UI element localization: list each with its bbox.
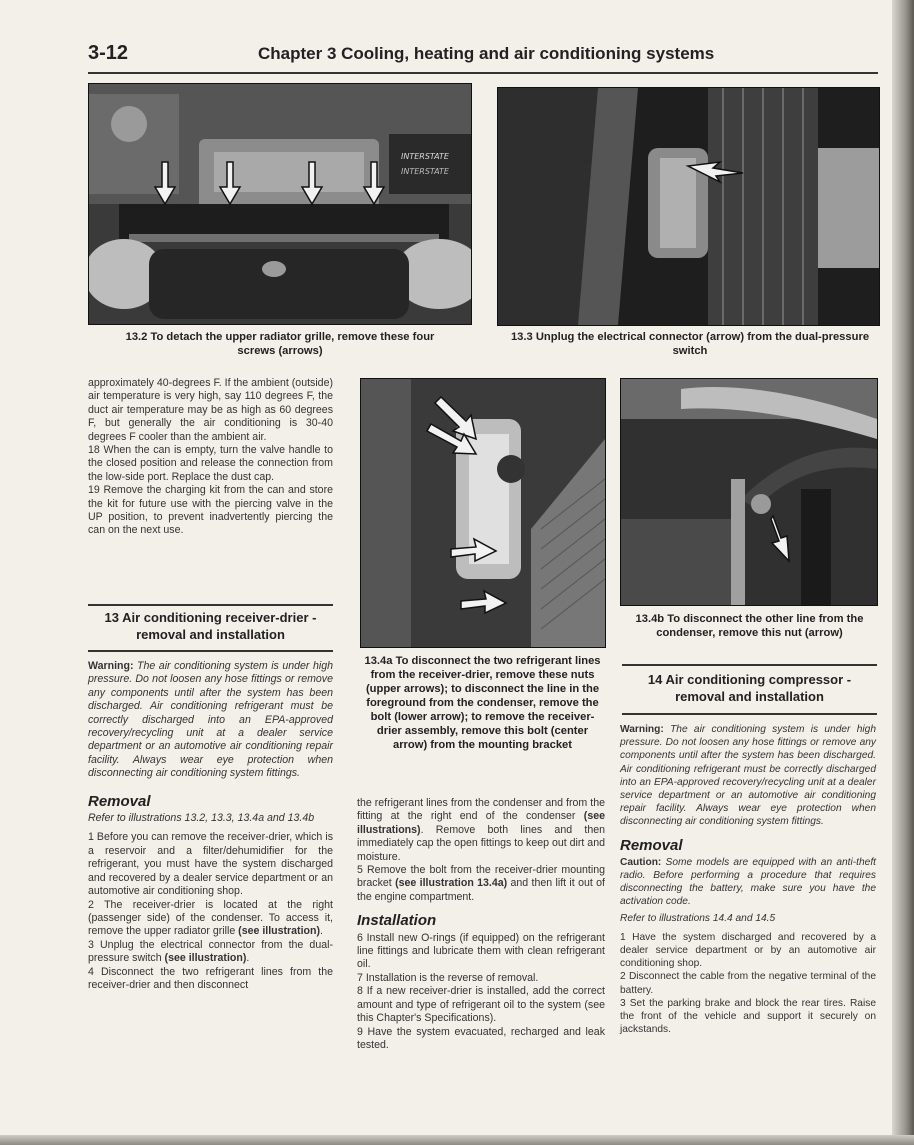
section-14-warning: Warning: The air conditioning system is under high pressure. Do not loosen any hose fittings or remove any components until after the system has been discharged. Air conditioning refrigerant must be correctly discharged into an EPA-approved recovery/recycling unit at a dealer service department or an automotive air conditioning repair facility. Always wear eye protection when disconnecting air conditioning system fittings.: [620, 724, 876, 828]
step-18: 18 When the can is empty, turn the valve handle to the closed position and release the connection from the low-side port. Replace the dust cap.: [88, 444, 333, 483]
step-19: 19 Remove the charging kit from the can and store the kit for future use with the piercing valve in the UP position, to prevent inadvertently piercing the can on the next use.: [88, 484, 333, 537]
section-13-title: 13 Air conditioning receiver-drier - removal and installation: [104, 610, 317, 642]
caution-note: Caution: Some models are equipped with an anti-theft radio. Before performing a procedure that requires disconnecting the battery, make sure you have the activation code.: [620, 856, 876, 908]
section-13-warning: [88, 660, 333, 781]
caption-13-2: 13.2 To detach the upper radiator grille, remove these four screws (arrows): [125, 331, 435, 357]
section-14-rule-top: [622, 664, 877, 666]
middle-continuation: the refrigerant lines from the condenser and from the fitting at the right end of the condenser (see illustrations). Remove both lines and then immediately cap the open fittings to keep out dirt and moisture.: [357, 797, 605, 863]
page-bottom-edge: [0, 1135, 914, 1145]
chapter-title: Chapter 3 Cooling, heating and air conditioning systems: [258, 44, 715, 63]
photo-13-2-engine-grille: [88, 83, 472, 325]
left-column-bottom: [88, 660, 333, 992]
book-spine-shadow: [892, 0, 914, 1145]
step-13-8: 8 If a new receiver-drier is installed, add the correct amount and type of refrigerant oil to the system (see this Chapter's Specifications).: [357, 985, 605, 1025]
left-column-top: [88, 377, 333, 538]
page-header: [88, 42, 880, 72]
photo-13-3-dual-pressure-switch: [497, 87, 880, 326]
refer-illustrations-14: Refer to illustrations 14.4 and 14.5: [620, 912, 776, 924]
battery-label-2: INTERSTATE: [401, 167, 449, 176]
step-14-2: 2 Disconnect the cable from the negative terminal of the battery.: [620, 971, 876, 996]
section-14-title: 14 Air conditioning compressor - removal and installation: [647, 672, 852, 704]
refer-illustrations-13: Refer to illustrations 13.2, 13.3, 13.4a and 13.4b: [88, 812, 315, 825]
section-14-rule-bottom: [622, 713, 877, 715]
battery-label-1: INTERSTATE: [401, 152, 449, 161]
section-13-rule-bottom: [88, 650, 333, 652]
step-13-5: 5 Remove the bolt from the receiver-drier mounting bracket (see illustration 13.4a) and then lift it out of the engine compartment.: [357, 864, 605, 903]
step-14-1: 1 Have the system discharged and recovered by a dealer service department or by an automotive air conditioning shop.: [620, 931, 876, 970]
step-13-2: 2 The receiver-drier is located at the right (passenger side) of the condenser. To access it, remove the upper radiator grille (see illustration).: [88, 898, 333, 938]
installation-heading: Installation: [357, 912, 437, 930]
removal-heading-13: Removal: [88, 792, 151, 810]
header-rule: [88, 72, 878, 74]
step-14-3: 3 Set the parking brake and block the rear tires. Raise the front of the vehicle and support it securely on jackstands.: [620, 997, 876, 1036]
photo-13-4b-condenser-nut: [620, 378, 878, 606]
warning-label-14: Warning:: [620, 724, 664, 735]
section-13-rule-top: [88, 604, 333, 606]
left-intro-text: approximately 40-degrees F. If the ambient (outside) air temperature is very high, say 110 degrees F, the duct air temperature may be as high as 60 degrees F, but generally the air conditioning is 30-40 degrees F cooler than the ambient air.: [88, 377, 333, 443]
page-number: 3-12: [88, 42, 129, 64]
caption-13-4b: 13.4b To disconnect the other line from the condenser, remove this nut (arrow): [635, 613, 864, 639]
photo-13-4a-receiver-drier: [360, 378, 606, 648]
step-13-9: 9 Have the system evacuated, recharged and leak tested.: [357, 1025, 605, 1051]
right-column: [620, 723, 876, 1036]
caption-13-4a: 13.4a To disconnect the two refrigerant lines from the receiver-drier, remove these nuts (upper arrows); to disconnect the line in the foreground from the condenser, remove the bolt (lower arrow); to remove the receiver-drier assembly, remove this bolt (center arrow) from the mounting bracket: [364, 655, 601, 751]
warning-text: The air conditioning system is under high pressure. Do not loosen any hose fittings or remove any components until after the system has been discharged. Air conditioning refrigerant must be correctly discharged into an EPA-approved recovery/recycling unit at a dealer service department or an automotive air conditioning repair facility. Always wear eye protection when disconnecting air conditioning system fittings.: [88, 660, 333, 780]
step-13-1: 1 Before you can remove the receiver-drier, which is a reservoir and a filter/dehumidifier for the refrigerant, you must have the system discharged and recovered by a dealer service department or an automotive air conditioning shop.: [88, 831, 333, 898]
caption-13-3: 13.3 Unplug the electrical connector (arrow) from the dual-pressure switch: [510, 331, 870, 357]
middle-column: [357, 797, 605, 1052]
step-13-6: 6 Install new O-rings (if equipped) on the refrigerant line fittings and lubricate them with clean refrigerant oil.: [357, 931, 605, 971]
step-13-7: 7 Installation is the reverse of removal.: [357, 971, 539, 984]
step-13-3: 3 Unplug the electrical connector from the dual-pressure switch (see illustration).: [88, 938, 333, 965]
step-13-4: 4 Disconnect the two refrigerant lines from the receiver-drier and then disconnect: [88, 965, 333, 991]
removal-heading-14: Removal: [620, 836, 683, 854]
warning-label: Warning:: [88, 660, 134, 672]
